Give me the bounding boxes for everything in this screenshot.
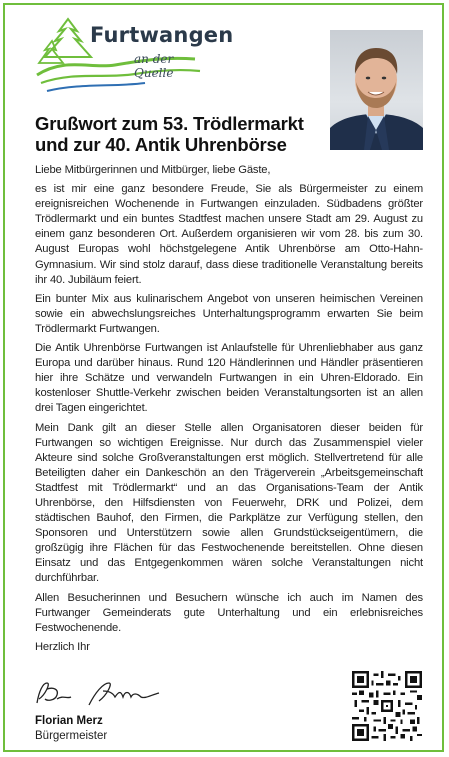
paragraph-3: Die Antik Uhrenbörse Furtwangen ist Anlaufstelle für Uhrenliebhaber aus ganz Europa und darüber hinaus. Rund 120 Händlerinnen und Händler präsentieren hier ihre Schätze und verwandeln Furtwangen in ein Uhren-Eldorado. Ein kostenloser Shuttle-Verkehr zwischen beiden Veranstaltungsorten ist an allen drei Tagen eingerichtet. <box>35 342 423 415</box>
handwritten-signature <box>33 677 173 713</box>
page-title <box>35 113 325 155</box>
paragraph-5: Allen Besucherinnen und Besuchern wünsche ich auch im Namen des Furtwanger Gemeinderats gute Unterhaltung und ein erlebnisreiches Festwochenende. <box>35 591 423 634</box>
paragraph-1: es ist mir eine ganz besondere Freude, Sie als Bürgermeister zu einem ereignisreichen Wochenende in Furtwangen einzuladen. Südbadens größter Trödlermarkt und ein buntes Stadtfest machen unsere Stadt am 29. August zu einem ganz besonderen Ort. Außerdem organisieren wir vom 28. bis zum 30. August Europas wohl höchstgelegene Antik Uhrenbörse am Otto-Hahn-Gymnasium. Wir sind stolz darauf, dass diese traditionelle Veranstaltung bereits ihr 40. Jubiläum feiert. <box>35 183 423 286</box>
signer-name: Florian Merz <box>35 715 103 727</box>
closing: Herzlich Ihr <box>35 640 90 653</box>
furtwangen-logo <box>35 17 234 97</box>
qr-code-icon[interactable] <box>352 671 422 741</box>
paragraph-2: Ein bunter Mix aus kulinarischem Angebot von unseren heimischen Vereinen sowie ein abwechslungsreiches Unterhaltungsprogramm erwarten Sie beim Trödlermarkt Furtwangen. <box>35 292 423 335</box>
page-frame <box>3 3 444 752</box>
title-line-2: und zur 40. Antik Uhrenbörse <box>35 134 287 155</box>
portrait-photo <box>330 30 423 150</box>
title-line-1: Grußwort zum 53. Trödlermarkt <box>35 113 304 134</box>
letter-body <box>35 163 423 659</box>
salutation: Liebe Mitbürgerinnen und Mitbürger, liebe Gäste, <box>35 164 271 176</box>
logo-subtitle: an der Quelle <box>134 52 174 80</box>
logo-name: Furtwangen <box>90 23 234 47</box>
paragraph-4: Mein Dank gilt an dieser Stelle allen Organisatoren dieser beiden für Furtwangen so wichtigen Ereignisse. Nur durch das Zusammenspiel vieler Akteure sind solche Großveranstaltungen erst möglich. Stellvertretend für alle Beteiligten daher ein Dankeschön an den Trägerverein „Arbeitsgemeinschaft Stadtfest mit Trödlermarkt“ und an das Organisations-Team der Antik Uhrenbörse, den Hilfsdiensten von Feuerwehr, DRK und Polizei, dem städtischen Bauhof, den Firmen, die Parkplätze zur Verfügung stellen, den Sponsoren und Unterstützern sowie allen Grundstückseigentümern, die großzügig ihre Flächen für das Festwochenende bereitstellen. Ohne diesen Einsatz und das Entgegenkommen wären solche Veranstaltungen nicht durchführbar. <box>35 421 423 585</box>
signer-role: Bürgermeister <box>35 730 108 742</box>
